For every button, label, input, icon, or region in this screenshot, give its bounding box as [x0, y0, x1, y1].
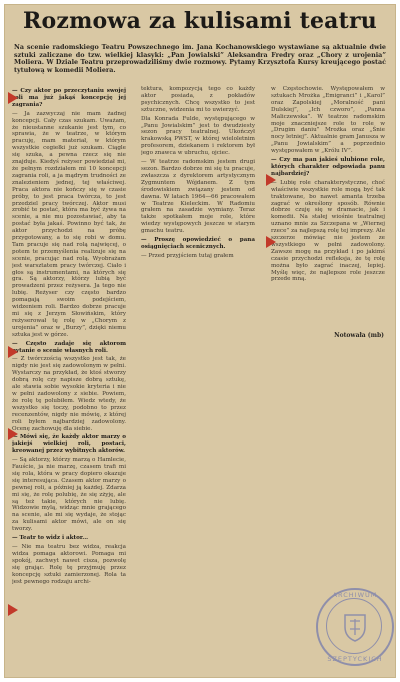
archive-stamp: [316, 588, 394, 666]
article-paragraph: — Nie ma teatru bez widza, reakcja widza pomaga aktorowi. Pomaga mi spokój, zachwyt nawet cisza, pozwolę się grając. Rolę tę przyjmuję przez koncepcję sztuki zamierzonej. Rola ta jest pewnego rodzaju archi-: [12, 544, 126, 585]
interview-question: — Teatr to widz i aktor...: [12, 535, 89, 542]
article-paragraph: w Częstochowie. Występowałem w sztukach Mrożka „Emigranci” i „Karol” oraz Zapolskiej „Moralność pani Dulskiej”, „Ich czworo”, „Panna Maliczewska”. W teatrze radomskim moje znaczniejsze role to role w „Drugim daniu” Mrożka oraz „Śnie nocy letniej”. Aktualnie gram Janusza w „Panu Jowialskim” a poprzednio występowałem w „Królu IV”.: [271, 86, 385, 155]
pen-mark-3: [8, 428, 18, 440]
stamp-bottom-text: SZEPTYCKICH: [327, 655, 383, 663]
interview-question: — Czy aktor po przeczytaniu swojej roli ma już jakąś koncepcję jej zagrania?: [12, 88, 126, 108]
article-paragraph: — W teatrze radomskim jestem drugi sezon. Bardzo dobrze mi się tu pracuje, zwłaszcza z dyrektorem artystycznym Zygmuntem Wójdanem. Z tym środowiskiem związany jestem od dawna. W latach 1964—66 pracowałem w Teatrze Kieleckim. W Radomiu grałem na zasadzie wymiany. Teraz także spotkałem moje role, które wiedzy występowych jeszcze w starym gmachu teatru.: [141, 159, 255, 235]
interview-question: — Mówi się, że każdy aktor marzy o jakiejś wielkiej roli, postaci, kreowanej przez wybitnych aktorów.: [12, 434, 126, 455]
pen-mark-4: [8, 604, 18, 616]
article-paragraph: — Są aktorzy, którzy marzą o Hamlecie, Fauście, ja nie marzę, czasem trafi mi się rola, która w pracy dopiero okazuje się interesująca. Czasem aktor marzy o pewnej roli, a później ją każdej. Zdarza mi się, że rolę polubię, że się zżyję, ale są też takie, których nie lubię. Widzowie mylą, widząc mnie grającego na scenie, ale mi się wydaje, że stojąc za kulisami aktor mówi, ale on się tworzy.: [12, 457, 126, 533]
pen-mark-1: [8, 92, 18, 104]
author-signature: Notowała (mb): [334, 332, 384, 339]
pen-mark-6: [266, 236, 276, 248]
article-paragraph: — Przed przyjściem tutaj grałem: [141, 252, 234, 259]
article-paragraph: Dla Konrada Fulde, występującego w „Panu Jowialskim” jest to dwudziesty sezon pracy teatralnej. Ukończył krakowską PWST, w której wieloletnim profesorem, dziekanem i rektorem był jego znawca w ubruchu, ojciec.: [141, 115, 255, 157]
crest-icon: [339, 611, 371, 643]
article-paragraph: — Z twórczością wszystko jest tak, że nigdy nie jest się zadowolonym w pełni. Wystarczy na przykład, że ktoś stworzy dobrą rolę czy napisze dobrą sztukę, ale stawia sobie wysokie kryteria i nie w pełni zadowolony z siebie. Powiem, że rolę tę polubiłem. Wiedz wtedy, że wszystko się toczy, podobno to przez recenzentów, nigdy nie mówię, z której roli byłem najbardziej zadowolony. Ocenę zachowuję dla siebie.: [12, 356, 126, 432]
interview-question: — Proszę opowiedzieć o pana osiągnięciach scenicznych.: [141, 237, 255, 250]
article-column-1: [12, 86, 126, 678]
interview-question: — Często zadaje się aktorom pytanie o scenie własnych roli.: [12, 340, 126, 354]
article-lead: Na scenie radomskiego Teatru Powszechnego im. Jana Kochanowskiego wystawiane są aktualnie dwie sztuki zaliczane do tzw. wielkiej klasyki: „Pan Jowialski” Aleksandra Fredry oraz „Chory z urojenia” Moliera. W Dziale Teatru przeprowadziliśmy dwie rozmowy. Pytamy Krzysztofa Kursy kreującego postać tytułową w komedii Moliera.: [14, 43, 386, 74]
article-title: Rozmowa za kulisami teatru: [23, 8, 377, 34]
article-column-2: [141, 86, 255, 678]
article-paragraph: tektura, kompozycją tego co każdy aktor posiada, z pokładów psychicznych. Chcę wszystko to jest sztuczne, widzenia mi to uwierzyć.: [141, 86, 255, 113]
article-paragraph: — Ja zazwyczaj nie mam żadnej koncepcji. Cały czas szukam. Uważam, że nieustanne szukanie jest tym, co sprawia, że w teatrze, w którym pracuję, mam materiał, w którym wszystkie cegiełki już szukam. Ciągle się szuka, a pewna rzecz się nie znajduje. Kiedyś reżyser powiedział mi, że pełnym rozdziałem mi 10 koncepcji zagrania roli, a ja mądrym trudności ze znalezieniem jednej, tej właściwej. Praca aktora nie kończy się w czasie próby, to jest praca twórcza, to jest przedziel pracy twórczej. Aktor musi zrobić te postać, która ma być żywa na scenie, a nie mu pozostawiać, aby ta postać była jakaś. Powinno być tak, że aktor przychodzi na próbę przygotowany, a to się robi w domu. Tam pracuje się nad rolą najwięcej, o potem te przemyślenia realizuje się na scenie, pracując nad rolą. Wyobrażam jest warsztatem pracy twórczej. Ciało i głos są instrumentami, na których się gra. Są aktorzy, którzy lubią być prowadzeni przez reżysera. Ja tego nie lubię. Reżyser czy często bardzo pomagają swoim podejściem, widzeniem roli. Bardzo dobrze pracuje mi się z Jerzym Słowińskim, który reżyserował tę rolę w „Chorym z urojenia” oraz w „Burzy”, dzięki niemu sztuka jest w górze.: [12, 110, 126, 338]
article-column-3: [271, 86, 385, 678]
article-paragraph: — Lubię role charakterystyczne, choć właściwie wszystkie role mogą być tak traktowane, bo nawet amanta trzeba zagrać w określony sposób. Równie dobrze czuję się w dramacie, jak i komedii. Na stałej wiośnie teatralnej uznano mnie za Szczepana w „Wiernej rzece” za najlepszą rolę tej imprezy. Ale szczerze mówiąc nie jestem ze wszystkiego w pełni zadowolony. Zawsze mogę na przykład i po jakimś czasie przychodzi refleksja, że tę rolę można było zagrać inaczej, lepiej. Myślę więc, że najlepsze role jeszcze przede mną.: [271, 179, 385, 283]
newspaper-clipping: [4, 4, 396, 678]
interview-question: — Czy ma pan jakieś ulubione role, których charakter odpowiada panu najbardziej?: [271, 157, 385, 177]
pen-mark-2: [8, 346, 18, 358]
pen-mark-5: [266, 174, 276, 186]
stamp-top-text: ARCHIWUM: [332, 591, 378, 599]
